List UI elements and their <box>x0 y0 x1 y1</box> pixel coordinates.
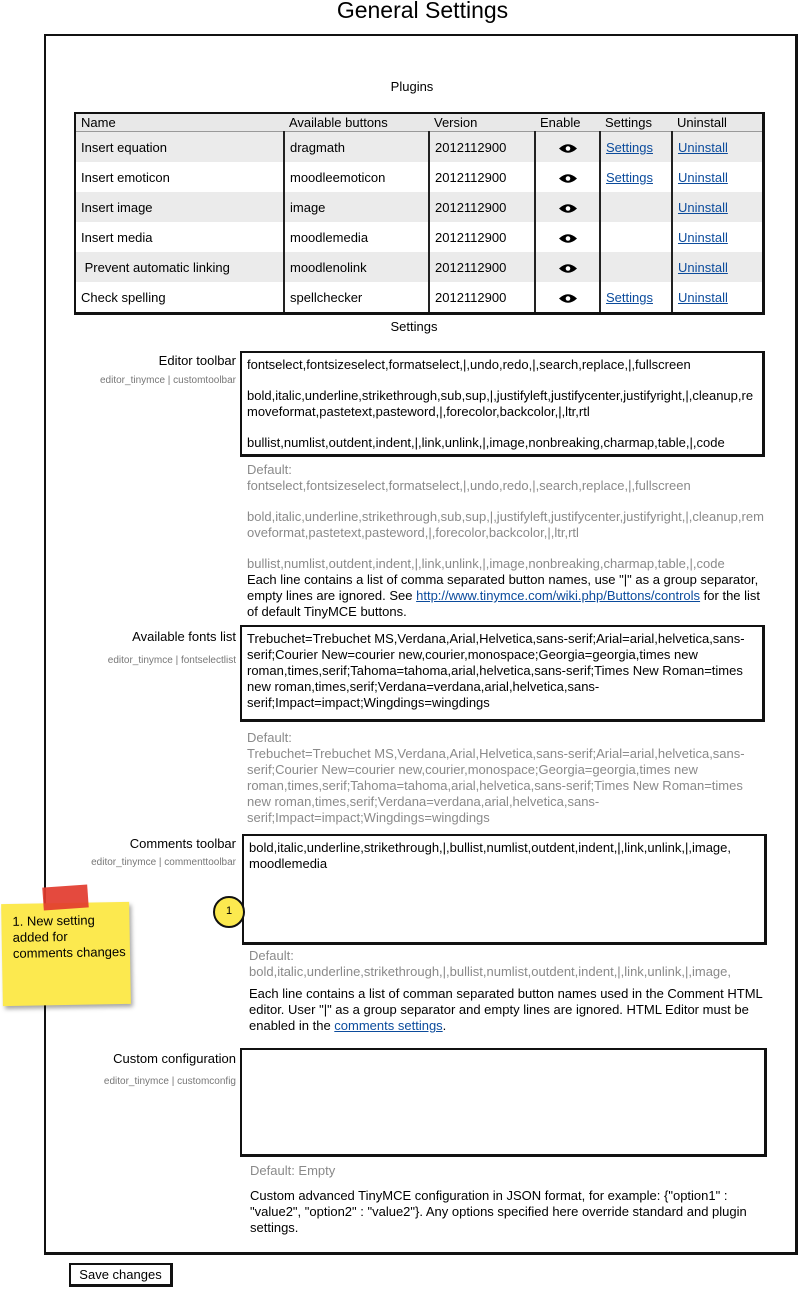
page-title: General Settings <box>336 0 509 23</box>
plugin-version: 2012112900 <box>429 162 535 192</box>
plugin-settings-empty <box>600 252 672 282</box>
column-header-version: Version <box>429 113 535 132</box>
column-header-settings: Settings <box>600 113 672 132</box>
enable-toggle[interactable] <box>535 222 600 252</box>
fonts-list-sublabel: editor_tinymce | fontselectlist <box>107 655 236 666</box>
column-header-uninstall: Uninstall <box>672 113 764 132</box>
plugin-name: Prevent automatic linking <box>75 252 284 282</box>
plugin-version: 2012112900 <box>429 192 535 222</box>
default-line-2: bold,italic,underline,strikethrough,sub,sup,|,justifyleft,justifycenter,justifyright,|,cleanup,removeformat,pastetext,pasteword,|,forecolor,backcolor,|,ltr,rtl <box>247 509 764 540</box>
default-label: Default: <box>247 462 292 477</box>
enable-toggle[interactable] <box>535 282 600 314</box>
table-row <box>75 282 764 314</box>
custom-config-textarea[interactable] <box>240 1048 767 1157</box>
save-changes-button[interactable]: Save changes <box>69 1263 173 1287</box>
plugin-uninstall-link[interactable]: Uninstall <box>678 169 728 185</box>
plugin-settings-empty <box>600 222 672 252</box>
description-text: Each line contains a list of comman separated button names used in the Comment HTML editor. User "|" as a group separator and empty lines are ignored. HTML Editor must be enabled in the <box>249 986 763 1033</box>
editor-toolbar-line-2: bold,italic,underline,strikethrough,sub,sup,|,justifyleft,justifycenter,justifyright,|,cleanup,removeformat,pastetext,pasteword,|,forecolor,backcolor,|,ltr,rtl <box>247 388 754 419</box>
comments-toolbar-label: Comments toolbar <box>129 836 236 851</box>
custom-config-description: Custom advanced TinyMCE configuration in JSON format, for example: {"option1" : "value2", "option2" : "value2"}. Any options specified here override standard and plugin settings. <box>250 1188 747 1235</box>
plugin-settings-link[interactable]: Settings <box>606 139 653 155</box>
editor-toolbar-textarea[interactable] <box>240 351 765 457</box>
table-row <box>75 222 764 252</box>
plugins-table <box>74 112 765 315</box>
sticky-note-tape <box>42 884 88 910</box>
editor-toolbar-line-1: fontselect,fontsizeselect,formatselect,|,undo,redo,|,search,replace,|,fullscreen <box>247 357 691 372</box>
custom-config-default: Default: Empty <box>250 1163 336 1178</box>
table-row <box>75 192 764 222</box>
comments-toolbar-default <box>249 948 764 980</box>
enable-toggle[interactable] <box>535 162 600 192</box>
comments-toolbar-textarea[interactable]: bold,italic,underline,strikethrough,|,bullist,numlist,outdent,indent,|,link,unlink,|,image, moodlemedia <box>242 834 767 945</box>
fonts-list-textarea[interactable]: Trebuchet=Trebuchet MS,Verdana,Arial,Helvetica,sans-serif;Arial=arial,helvetica,sans-serif;Courier New=courier new,courier,monospace;Georgia=georgia,times new roman,times,serif;Tahoma=tahoma,arial,helvetica,sans-serif;Times New Roman=times new roman,times,serif;Verdana=verdana,arial,helvetica,sans-serif;Impact=impact;Wingdings=wingdings <box>240 625 765 722</box>
plugin-version: 2012112900 <box>429 282 535 314</box>
tinymce-buttons-link[interactable]: http://www.tinymce.com/wiki.php/Buttons/controls <box>416 588 701 603</box>
editor-toolbar-default <box>247 462 767 572</box>
default-label: Default: <box>247 730 292 745</box>
plugin-buttons: spellchecker <box>284 282 429 314</box>
sticky-note: 1. New setting added for comments changes <box>1 902 131 1006</box>
default-line-3: bullist,numlist,outdent,indent,|,link,unlink,|,image,nonbreaking,charmap,table,|,code <box>247 556 725 571</box>
editor-toolbar-line-3: bullist,numlist,outdent,indent,|,link,unlink,|,image,nonbreaking,charmap,table,|,code <box>247 435 725 450</box>
plugin-version: 2012112900 <box>429 252 535 282</box>
eye-icon[interactable] <box>558 173 578 184</box>
column-header-enable: Enable <box>535 113 600 132</box>
editor-toolbar-sublabel: editor_tinymce | customtoolbar <box>100 375 236 386</box>
plugin-uninstall-link[interactable]: Uninstall <box>678 199 728 215</box>
editor-toolbar-label: Editor toolbar <box>158 353 236 368</box>
description-text: Each line contains a list of comma separated button names, use "|" as a group separator, empty lines are ignored. See <box>247 572 759 603</box>
plugin-buttons: moodleemoticon <box>284 162 429 192</box>
plugin-version: 2012112900 <box>429 222 535 252</box>
plugin-name: Insert media <box>81 229 153 245</box>
table-row <box>75 252 764 282</box>
eye-icon[interactable] <box>558 233 578 244</box>
eye-icon[interactable] <box>558 263 578 274</box>
eye-icon[interactable] <box>558 293 578 304</box>
settings-heading: Settings <box>390 319 438 334</box>
plugin-buttons: moodlenolink <box>284 252 429 282</box>
comments-settings-link[interactable]: comments settings <box>334 1018 443 1033</box>
plugin-uninstall-link[interactable]: Uninstall <box>678 259 728 275</box>
table-header-row <box>75 113 764 132</box>
table-row <box>75 162 764 192</box>
custom-config-sublabel: editor_tinymce | customconfig <box>103 1076 236 1087</box>
plugin-name: Insert emoticon <box>81 169 170 185</box>
eye-icon[interactable] <box>558 143 578 154</box>
column-header-buttons: Available buttons <box>284 113 429 132</box>
column-header-name: Name <box>75 113 284 132</box>
plugin-settings-link[interactable]: Settings <box>606 169 653 185</box>
description-text-end: for the list of default TinyMCE buttons. <box>247 588 761 619</box>
plugin-name: Insert equation <box>75 132 284 163</box>
plugin-uninstall-link[interactable]: Uninstall <box>678 289 728 305</box>
plugin-name: Check spelling <box>81 289 166 305</box>
plugin-buttons: dragmath <box>284 132 429 163</box>
table-row <box>75 132 764 163</box>
fonts-list-label: Available fonts list <box>132 629 236 644</box>
plugin-buttons: moodlemedia <box>284 222 429 252</box>
plugin-name: Insert image <box>75 192 284 222</box>
plugin-uninstall-link[interactable]: Uninstall <box>678 229 728 245</box>
fonts-list-default <box>247 730 747 826</box>
comments-toolbar-description <box>249 986 764 1034</box>
default-line-1: fontselect,fontsizeselect,formatselect,|,undo,redo,|,search,replace,|,fullscreen <box>247 478 691 493</box>
annotation-marker: 1 <box>213 896 245 928</box>
plugin-version: 2012112900 <box>429 132 535 163</box>
default-value: bold,italic,underline,strikethrough,|,bullist,numlist,outdent,indent,|,link,unlink,|,image, <box>249 964 732 979</box>
plugin-uninstall-link[interactable]: Uninstall <box>678 139 728 155</box>
plugins-heading: Plugins <box>390 79 434 94</box>
plugin-settings-empty <box>600 192 672 222</box>
plugin-settings-link[interactable]: Settings <box>606 289 653 305</box>
default-label: Default: <box>249 948 294 963</box>
enable-toggle[interactable] <box>535 252 600 282</box>
description-text-end: . <box>442 1018 447 1033</box>
custom-config-label: Custom configuration <box>113 1051 236 1066</box>
comments-toolbar-sublabel: editor_tinymce | commenttoolbar <box>91 857 236 868</box>
default-value: Trebuchet=Trebuchet MS,Verdana,Arial,Helvetica,sans-serif;Arial=arial,helvetica,sans-serif;Courier New=courier new,courier,monospace;Georgia=georgia,times new roman,times,serif;Tahoma=tahoma,arial,helvetica,sans-serif;Times New Roman=times new roman,times,serif;Verdana=verdana,arial,helvetica,sans-serif;Impact=impact;Wingdings=wingdings <box>247 746 745 825</box>
editor-toolbar-description <box>247 572 767 620</box>
eye-icon[interactable] <box>558 203 578 214</box>
enable-toggle[interactable] <box>535 132 600 163</box>
plugin-buttons: image <box>284 192 429 222</box>
enable-toggle[interactable] <box>535 192 600 222</box>
